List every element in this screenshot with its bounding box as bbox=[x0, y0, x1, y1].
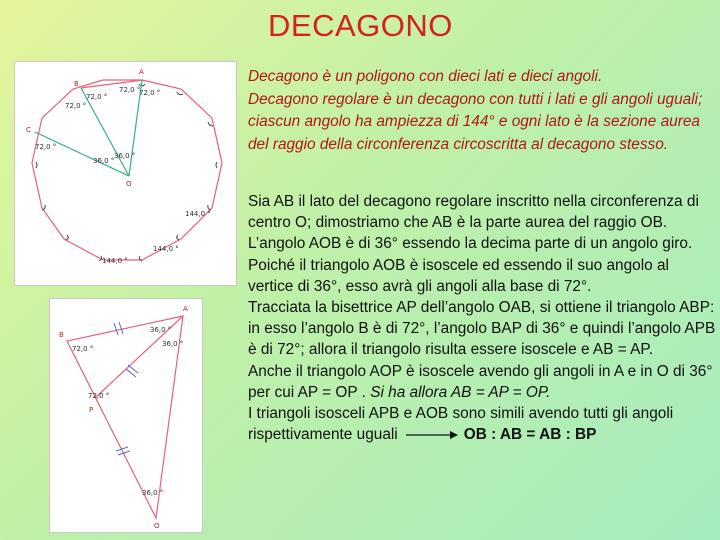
angle-label: 144,0 ° bbox=[102, 257, 128, 265]
point-b-label: B bbox=[59, 331, 64, 339]
angle-label: 72,0 ° bbox=[35, 143, 57, 151]
angle-label: 72,0 ° bbox=[72, 345, 94, 353]
angle-label: 36,0 ° bbox=[142, 489, 164, 497]
proof-sentence: I triangoli isosceli APB e AOB sono simili avendo tutti gli angoli rispettivamente uguali bbox=[248, 405, 674, 444]
decagon-drawing bbox=[15, 62, 236, 285]
angle-label: 36,0 ° bbox=[114, 152, 136, 160]
decagon-figure bbox=[14, 61, 237, 286]
point-b-label: B bbox=[74, 80, 79, 88]
angle-label: 72,0 ° bbox=[88, 392, 110, 400]
proof-sentence-italic: Si ha allora AB = AP = OP. bbox=[370, 383, 551, 401]
proof-paragraph bbox=[248, 403, 718, 445]
proof-paragraph: Tracciata la bisettrice AP dell’angolo OAB, si ottiene il triangolo ABP: in esso l’angolo B è di 72°, l’angolo BAP di 36° e quindi l’angolo APB è di 72°; allora il triangolo risulta essere isoscele e AB = AP. bbox=[248, 299, 716, 359]
definition-decagon: Decagono è un poligono con dieci lati e dieci angoli. bbox=[248, 68, 603, 85]
arrow-right-icon bbox=[406, 430, 458, 440]
point-o-label: O bbox=[126, 180, 132, 188]
proof-paragraph: Sia AB il lato del decagono regolare inscritto nella circonferenza di centro O; dimostriamo che AB è la parte aurea del raggio OB. bbox=[248, 193, 699, 232]
angle-label: 36,0 ° bbox=[150, 326, 172, 334]
point-o-label: O bbox=[154, 522, 160, 530]
decagon-outline bbox=[32, 80, 222, 260]
angle-label: 144,0 ° bbox=[153, 245, 179, 253]
angle-label: 72,0 ° bbox=[139, 89, 161, 97]
point-a-label: A bbox=[183, 305, 188, 313]
angle-label: 36,0 ° bbox=[162, 340, 184, 348]
proof-paragraph bbox=[248, 361, 718, 403]
point-p-label: P bbox=[89, 406, 94, 414]
angle-label: 72,0 ° bbox=[119, 86, 141, 94]
triangle-figure bbox=[49, 298, 203, 533]
angle-label: 36,0 ° bbox=[93, 157, 115, 165]
point-a-label: A bbox=[139, 68, 144, 76]
proof-paragraph: L’angolo AOB è di 36° essendo la decima parte di un angolo giro. Poiché il triangolo AOB è isoscele ed essendo il suo angolo al vertice di 36°, esso avrà gli angoli alla base di 72°. bbox=[248, 235, 693, 295]
point-c-label: C bbox=[26, 126, 31, 134]
page-title: DECAGONO bbox=[268, 8, 453, 43]
triangle-drawing bbox=[50, 299, 202, 532]
angle-label: 72,0 ° bbox=[86, 93, 108, 101]
angle-label: 72,0 ° bbox=[65, 102, 87, 110]
definition-regular-decagon: Decagono regolare è un decagono con tutti i lati e gli angoli uguali; ciascun angolo ha ampiezza di 144° e ogni lato è la sezione aurea del raggio della circonferenza circoscritta al decagono stesso. bbox=[248, 90, 703, 153]
proof-text bbox=[248, 191, 718, 445]
equal-side-marks bbox=[114, 322, 138, 455]
angle-label: 144,0 ° bbox=[185, 210, 211, 218]
proportion-conclusion: OB : AB = AB : BP bbox=[463, 426, 597, 444]
proof-sentence: Anche il triangolo AOP è isoscele avendo gli angoli in A e in O di 36° per cui AP = OP . bbox=[248, 362, 713, 401]
definition-text bbox=[248, 66, 703, 156]
